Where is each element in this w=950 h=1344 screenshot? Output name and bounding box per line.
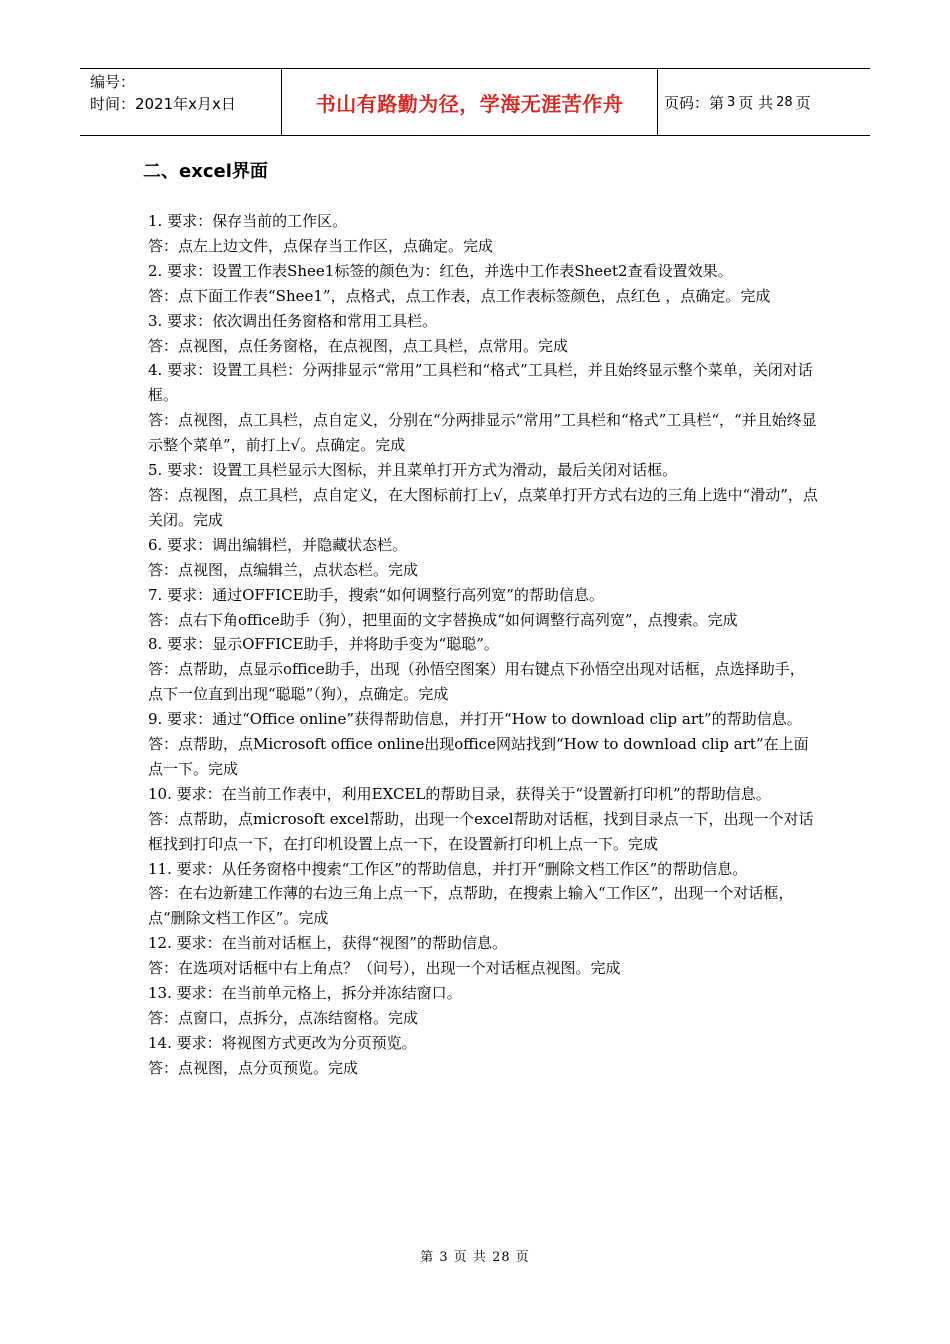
paragraph: 10. 要求：在当前工作表中，利用EXCEL的帮助目录，获得关于“设置新打印机”的帮助信息。 — [148, 784, 771, 803]
paragraph: 11. 要求：从任务窗格中搜索“工作区”的帮助信息，并打开“删除文档工作区”的帮助信息。 — [148, 859, 748, 878]
section-title: 二、excel界面 — [143, 161, 268, 182]
paragraph: 答：点窗口，点拆分，点冻结窗格。完成 — [148, 1009, 419, 1027]
header-number-label: 编号： — [90, 73, 136, 91]
paragraph: 答：点视图，点任务窗格，在点视图，点工具栏，点常用。完成 — [148, 336, 569, 355]
paragraph: 答：点帮助，点显示office助手，出现（孙悟空图案）用右键点下孙悟空出现对话框，点选择助手，点下一位直到出现“聪聪”（狗），点确定。完成 — [148, 660, 805, 704]
paragraph: 9. 要求：通过“Office online”获得帮助信息，并打开“How to download clip art”的帮助信息。 — [148, 710, 802, 729]
paragraph: 答：在选项对话框中右上角点？（问号），出现一个对话框点视图。完成 — [148, 959, 621, 978]
paragraph: 答：在右边新建工作薄的右边三角上点一下，点帮助，在搜索上输入“工作区”，出现一个对话框，点“删除文档工作区”。完成 — [148, 884, 794, 928]
paragraph: 答：点帮助，点Microsoft office online出现office网站找到“How to download clip art”在上面点一下。完成 — [148, 735, 809, 778]
footer-prefix: 第 — [420, 1250, 435, 1265]
paragraph: 答：点视图，点编辑兰，点状态栏。完成 — [148, 560, 419, 579]
header-page-suffix: 页 — [795, 93, 811, 112]
header-page-current: 3 — [727, 94, 736, 110]
paragraph: 5. 要求：设置工具栏显示大图标，并且菜单打开方式为滑动，最后关闭对话框。 — [148, 461, 678, 480]
paragraph: 3. 要求：依次调出任务窗格和常用工具栏。 — [148, 311, 438, 330]
paragraph: 答：点视图，点工具栏，点自定义，分别在“分两排显示“常用”工具栏和“格式”工具栏“，“并且始终显示整个菜单”，前打上√。点确定。完成 — [148, 411, 817, 455]
paragraph: 6. 要求：调出编辑栏，并隐藏状态栏。 — [148, 535, 408, 554]
paragraph: 答：点视图，点分页预览。完成 — [148, 1058, 359, 1077]
footer-current-page: 3 — [439, 1250, 449, 1265]
document-body — [148, 209, 818, 1081]
paragraph: 答：点帮助，点microsoft excel帮助，出现一个excel帮助对话框，找到目录点一下，出现一个对话框找到打印点一下，在打印机设置上点一下，在设置新打印机上点一下。完成 — [148, 809, 814, 853]
header-page-total: 28 — [776, 94, 793, 110]
footer-total-pages: 28 — [492, 1250, 511, 1265]
paragraph: 答：点右下角office助手（狗），把里面的文字替换成“如何调整行高列宽”，点搜索。完成 — [148, 610, 738, 629]
page-footer — [0, 1246, 950, 1265]
paragraph: 8. 要求：显示OFFICE助手，并将助手变为“聪聪”。 — [148, 635, 499, 654]
paragraph: 7. 要求：通过OFFICE助手，搜索“如何调整行高列宽”的帮助信息。 — [148, 585, 604, 604]
paragraph: 2. 要求：设置工作表Shee1标签的颜色为：红色，并选中工作表Sheet2查看设置效果。 — [148, 261, 733, 280]
header-date-label: 时间：2021年x月x日 — [90, 95, 236, 113]
footer-mid: 页 共 — [453, 1250, 487, 1265]
paragraph: 答：点视图，点工具栏，点自定义，在大图标前打上√，点菜单打开方式右边的三角上选中“滑动”，点关闭。完成 — [148, 485, 818, 529]
header-page-mid: 页 共 — [738, 93, 774, 112]
paragraph: 13. 要求：在当前单元格上，拆分并冻结窗口。 — [148, 984, 462, 1003]
paragraph: 14. 要求：将视图方式更改为分页预览。 — [148, 1033, 417, 1052]
header-motto: 书山有路勤为径，学海无涯苦作舟 — [282, 69, 658, 135]
page-header — [80, 68, 870, 136]
header-page-prefix: 页码：第 — [664, 93, 725, 112]
header-page-info — [658, 69, 870, 135]
paragraph: 1. 要求：保存当前的工作区。 — [148, 212, 348, 230]
paragraph: 12. 要求：在当前对话框上，获得“视图”的帮助信息。 — [148, 934, 507, 953]
paragraph: 答：点左上边文件，点保存当工作区，点确定。完成 — [148, 236, 494, 255]
paragraph: 答：点下面工作表“Shee1”，点格式，点工作表，点工作表标签颜色，点红色 ，点确定。完成 — [148, 286, 771, 305]
footer-suffix: 页 — [515, 1250, 530, 1265]
header-info-cell — [80, 69, 282, 135]
paragraph: 4. 要求：设置工具栏：分两排显示“常用”工具栏和“格式”工具栏，并且始终显示整个菜单，关闭对话框。 — [148, 361, 813, 405]
